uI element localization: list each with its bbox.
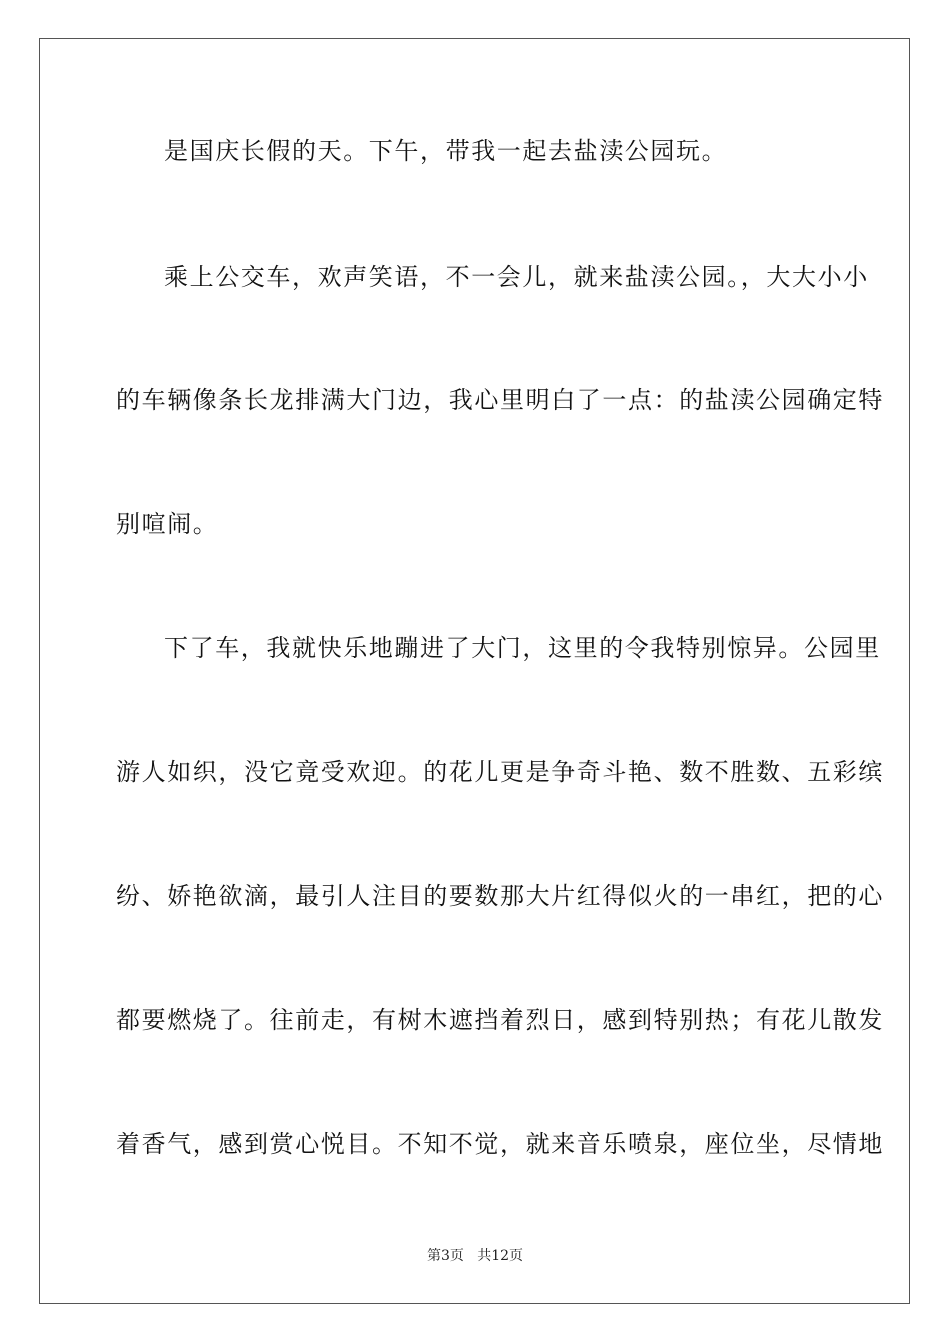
paragraph-line-7: 纷、娇艳欲滴，最引人注目的要数那大片红得似火的一串红，把的心 — [116, 882, 884, 910]
paragraph-line-2: 乘上公交车，欢声笑语，不一会儿，就来盐渎公园。，大大小小 — [164, 263, 869, 291]
paragraph-line-1: 是国庆长假的天。下午，带我一起去盐渎公园玩。 — [164, 137, 728, 165]
paragraph-line-4: 别喧闹。 — [116, 510, 219, 538]
page-number-footer: 第3页 共12页 — [426, 1248, 524, 1264]
paragraph-line-9: 着香气，感到赏心悦目。不知不觉，就来音乐喷泉，座位坐，尽情地 — [116, 1130, 884, 1158]
paragraph-line-6: 游人如织，没它竟受欢迎。的花儿更是争奇斗艳、数不胜数、五彩缤 — [116, 758, 884, 786]
page-border — [39, 38, 910, 1304]
paragraph-line-8: 都要燃烧了。往前走，有树木遮挡着烈日，感到特别热；有花儿散发 — [116, 1006, 884, 1034]
paragraph-line-3: 的车辆像条长龙排满大门边，我心里明白了一点：的盐渎公园确定特 — [116, 386, 884, 414]
paragraph-line-5: 下了车，我就快乐地蹦进了大门，这里的令我特别惊异。公园里 — [164, 634, 881, 662]
